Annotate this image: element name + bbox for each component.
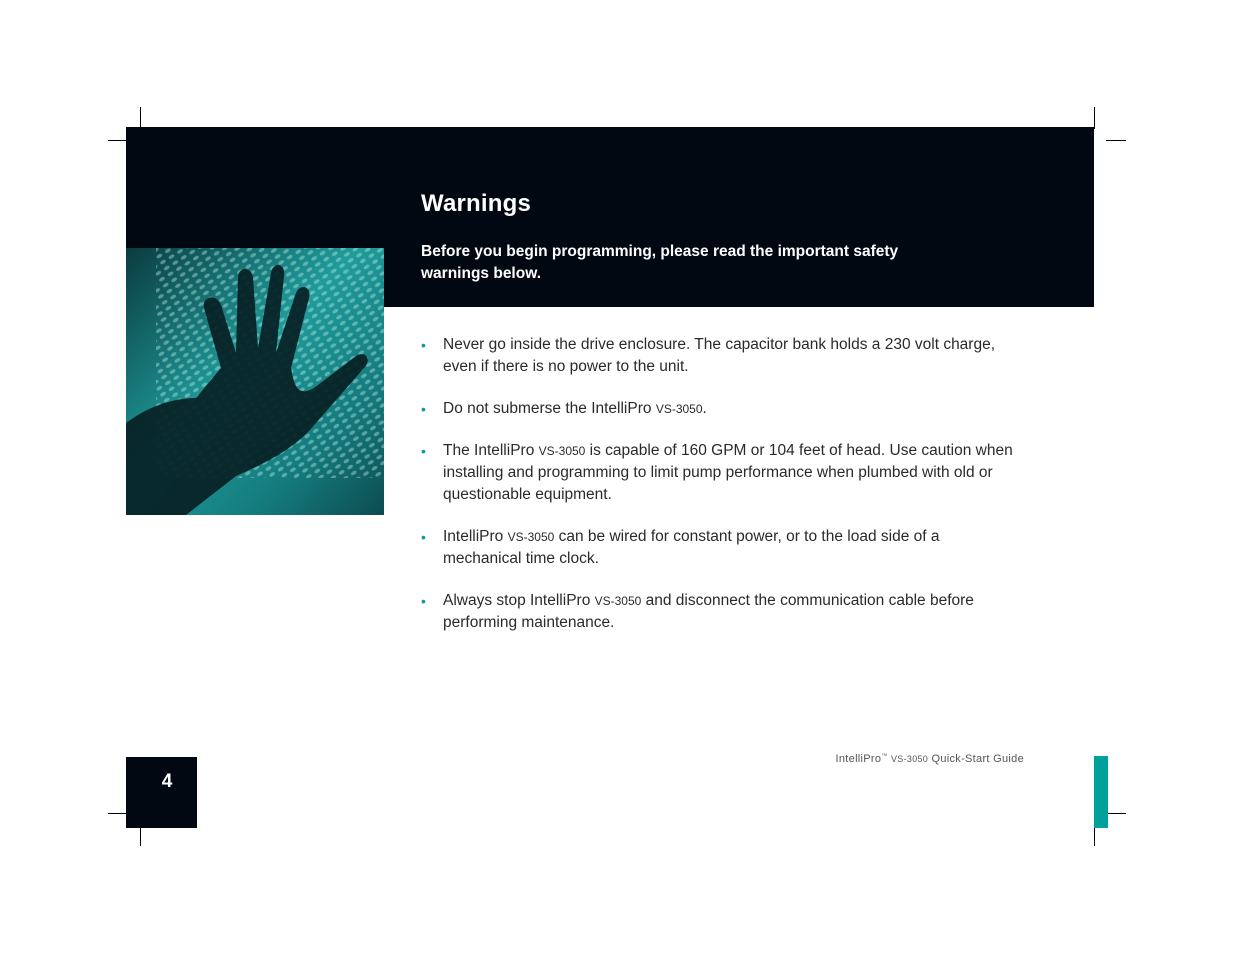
warning-text: IntelliPro xyxy=(443,528,508,545)
bullet-icon: • xyxy=(421,401,426,417)
warning-text: The IntelliPro xyxy=(443,442,539,459)
warning-item xyxy=(421,590,1021,634)
crop-mark xyxy=(140,107,141,129)
page-number-tab xyxy=(126,757,197,828)
crop-mark xyxy=(108,140,128,141)
page-number: 4 xyxy=(161,771,173,792)
model-name: VS-3050 xyxy=(594,594,642,608)
model-name: VS-3050 xyxy=(538,444,586,458)
footer-guide-title xyxy=(836,753,1024,765)
bullet-icon: • xyxy=(421,443,426,459)
warning-text: and disconnect the communication cable before performing maintenance. xyxy=(443,592,974,631)
warning-item xyxy=(421,398,1021,420)
warning-text: . xyxy=(702,400,707,417)
accent-bar xyxy=(1094,756,1108,828)
warning-list xyxy=(421,334,1021,654)
crop-mark xyxy=(1106,140,1126,141)
model-name: VS-3050 xyxy=(507,530,555,544)
trademark-symbol: ™ xyxy=(881,753,888,760)
crop-mark xyxy=(108,813,128,814)
bullet-icon: • xyxy=(421,529,426,545)
bullet-icon: • xyxy=(421,337,426,353)
warning-text: Do not submerse the IntelliPro xyxy=(443,400,656,417)
bullet-icon: • xyxy=(421,593,426,609)
crop-mark xyxy=(1094,826,1095,846)
warning-item xyxy=(421,334,1021,378)
warning-item xyxy=(421,526,1021,570)
page-title: Warnings xyxy=(421,190,532,217)
warning-text: can be wired for constant power, or to the load side of a mechanical time clock. xyxy=(443,528,940,567)
warning-item xyxy=(421,440,1021,506)
warning-text: Always stop IntelliPro xyxy=(443,592,595,609)
hand-photo xyxy=(126,248,384,515)
footer-brand: IntelliPro xyxy=(835,753,882,765)
model-name: VS-3050 xyxy=(655,402,703,416)
warning-text: Never go inside the drive enclosure. The capacitor bank holds a 230 volt charge, even if there is no power to the unit. xyxy=(443,336,996,375)
footer-model: VS-3050 xyxy=(890,754,929,764)
footer-guide-label: Quick-Start Guide xyxy=(931,753,1024,765)
crop-mark xyxy=(1106,813,1126,814)
crop-mark xyxy=(1094,107,1095,129)
crop-mark xyxy=(140,826,141,846)
intro-text: Before you begin programming, please read the important safety warnings below. xyxy=(421,243,899,282)
warning-text: is capable of 160 GPM or 104 feet of head. Use caution when installing and programming to limit pump performance when plumbed with old or questionable equipment. xyxy=(443,442,1013,503)
